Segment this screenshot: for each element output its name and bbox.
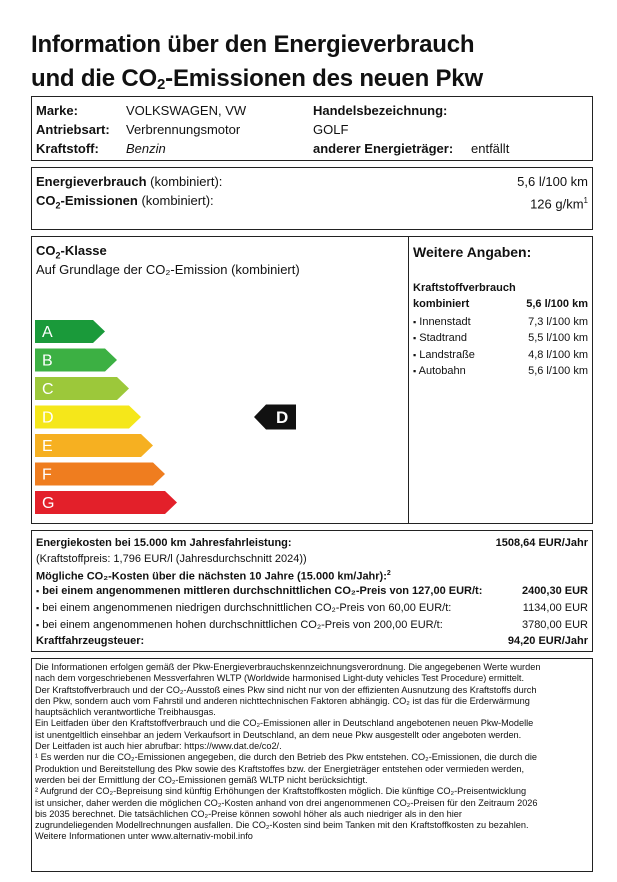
niedrig-label: ▪ bei einem angenommenen niedrigen durchschnittlichen CO₂-Preis von 60,00 EUR/t: bbox=[36, 602, 452, 614]
hoch-label: ▪ bei einem angenommenen hohen durchschnittlichen CO₂-Preis von 200,00 EUR/t: bbox=[36, 619, 443, 631]
footnote-line: Die Informationen erfolgen gemäß der Pkw-Energieverbrauchskennzeichnungsverordnung. Die angegebenen Werte wurden bbox=[35, 662, 541, 672]
co2-class-arrow-d bbox=[35, 406, 141, 429]
mittel-label: ▪ bei einem angenommenen mittleren durchschnittlichen CO₂-Preis von 127,00 EUR/t: bbox=[36, 585, 483, 597]
co2-class-arrow-f bbox=[35, 463, 165, 486]
footnotes-box bbox=[31, 658, 593, 872]
co2-class-arrow-e bbox=[35, 434, 153, 457]
landstrasse-label: ▪ Landstraße bbox=[413, 349, 475, 361]
costs-box bbox=[31, 530, 593, 652]
footnote-line: ist unentgeltlich einsehbar an jedem Verkaufsort in Deutschland, an dem neue Pkw ausgestellt oder angeboten werden. bbox=[35, 729, 522, 740]
landstrasse-value: 4,8 l/100 km bbox=[528, 349, 588, 361]
co2-value: 126 $g/km^1$ bbox=[530, 196, 588, 212]
co2-class-arrow-c bbox=[35, 377, 129, 400]
weitere-heading: Weitere Angaben: bbox=[413, 244, 532, 260]
co2-class-bar-g bbox=[35, 491, 177, 514]
autobahn-value: 5,6 l/100 km bbox=[528, 365, 588, 377]
stadtrand-value: 5,5 l/100 km bbox=[528, 332, 588, 344]
co2-class-arrow-a bbox=[35, 320, 105, 343]
footnote-line: nach dem vorgeschriebenen Messverfahren WLTP (Worldwide harmonised Light-duty vehicles Test Procedure) ermittelt. bbox=[35, 673, 525, 684]
co2-class-arrow-b bbox=[35, 349, 117, 372]
energiekosten-label: Energiekosten bei 15.000 km Jahresfahrleistung: bbox=[36, 537, 292, 549]
anderer-label: anderer Energieträger: bbox=[313, 141, 454, 156]
energie-row: Energieverbrauch (kombiniert): bbox=[36, 174, 223, 189]
steuer-value: 94,20 EUR/Jahr bbox=[507, 635, 588, 647]
antrieb-value: Verbrennungsmotor bbox=[126, 122, 241, 137]
co2-class-letter-c: C bbox=[42, 381, 54, 398]
steuer-label: Kraftfahrzeugsteuer: bbox=[36, 635, 145, 647]
footnote-line: Der Kraftstoffverbrauch und der CO₂-Ausstoß eines Pkw sind nicht nur von der effizienten Ausnutzung des Kraftstoffs durch bbox=[35, 684, 537, 695]
footnote-line: Weitere Informationen unter www.alternativ-mobil.info bbox=[35, 831, 253, 842]
marke-value: VOLKSWAGEN, VW bbox=[126, 103, 247, 118]
co2-class-letter-b: B bbox=[42, 352, 53, 370]
co2-row: $CO_2$-Emissionen (kombiniert): bbox=[36, 193, 214, 211]
current-class-letter: D bbox=[276, 408, 289, 427]
co2-class-heading: $CO_2$-Klasse bbox=[36, 243, 107, 261]
weitere-angaben-box bbox=[408, 236, 593, 524]
kombiniert-value: 5,6 l/100 km bbox=[526, 298, 588, 310]
autobahn-label: ▪ Autobahn bbox=[413, 365, 466, 377]
footnote-line: Produktion und Bereitstellung des Pkw sowie des Kraftstoffes bzw. der Energieträger entstehen oder vermieden werden, bbox=[35, 763, 525, 774]
title-line-2: und die $CO_2$-Emissionen des neuen Pkw bbox=[31, 65, 483, 93]
footnote-line: Der Leitfaden ist auch hier abrufbar: https://www.dat.de/co2/. bbox=[35, 741, 282, 752]
handels-label: Handelsbezeichnung: bbox=[313, 103, 448, 118]
co2-class-letter-a: A bbox=[42, 324, 53, 341]
co2-kosten-label: Mögliche CO₂-Kosten über die nächsten 10 Jahre (15.000 km/Jahr):$^2$ bbox=[36, 570, 391, 583]
co2-class-bar-f bbox=[35, 463, 165, 486]
anderer-value: entfällt bbox=[471, 141, 510, 156]
innenstadt-value: 7,3 l/100 km bbox=[528, 316, 588, 328]
footnote-text bbox=[35, 662, 590, 843]
co2-class-letter-e: E bbox=[42, 438, 53, 455]
footnote-line: hauptsächlich verantwortliche Treibhausgas. bbox=[35, 707, 216, 718]
footnote-line: ¹ Es werden nur die CO₂-Emissionen angegeben, die durch den Betrieb des Pkw entstehen. CO₂-Emissionen, die durch die bbox=[35, 752, 537, 763]
footnote-line: den Pkw, sondern auch vom Fahrstil und anderen nichttechnischen Faktoren abhängig. CO₂ ist das für die Erderwärmung bbox=[35, 695, 530, 706]
niedrig-value: 1134,00 EUR bbox=[522, 602, 588, 614]
kraftstoffverbrauch-label: Kraftstoffverbrauch bbox=[413, 282, 516, 294]
co2-class-bar-e bbox=[35, 434, 153, 457]
footnote-line: Ein Leitfaden über den Kraftstoffverbrauch und die CO₂-Emissionen aller in Deutschland angebotenen neuen Pkw-Modelle bbox=[35, 718, 534, 729]
current-class-indicator bbox=[254, 405, 296, 430]
kraftstoff-value: Benzin bbox=[126, 141, 166, 156]
footnote-line: werden bei der Ermittlung der CO₂-Emissionen gemäß WLTP nicht berücksichtigt. bbox=[35, 774, 368, 785]
mittel-value: 2400,30 EUR bbox=[521, 585, 588, 597]
footnote-line: ist unsicher, daher werden die möglichen CO₂-Kosten anhand von drei angenommenen CO₂-Preisen für den Zeitraum 2026 bbox=[35, 797, 538, 808]
energiekosten-value: 1508,64 EUR/Jahr bbox=[495, 537, 588, 549]
title-line-1: Information über den Energieverbrauch bbox=[31, 31, 475, 58]
co2-class-letter-f: F bbox=[42, 466, 52, 484]
innenstadt-label: ▪ Innenstadt bbox=[413, 316, 471, 328]
hoch-value: 3780,00 EUR bbox=[521, 619, 588, 631]
footnote-line: ² Aufgrund der CO₂-Bepreisung sind künftig Erhöhungen der Kraftstoffkosten möglich. Die künftige CO₂-Preisentwicklung bbox=[35, 786, 527, 797]
footnote-line: bis 2035 berechnet. Die tatsächlichen CO₂-Preise können sowohl höher als auch niedriger als in den hier bbox=[35, 808, 462, 819]
marke-label: Marke: bbox=[36, 103, 78, 118]
co2-class-subheading: Auf Grundlage der CO₂-Emission (kombiniert) bbox=[36, 262, 300, 277]
co2-class-letter-d: D bbox=[42, 409, 54, 427]
kraftstoffpreis-text: (Kraftstoffpreis: 1,796 EUR/l (Jahresdurchschnitt 2024)) bbox=[36, 553, 307, 565]
energie-value: 5,6 l/100 km bbox=[517, 174, 588, 189]
co2-class-arrow-g bbox=[35, 491, 177, 514]
co2-class-letter-g: G bbox=[42, 495, 55, 512]
antrieb-label: Antriebsart: bbox=[36, 122, 110, 137]
footnote-line: zugrundeliegenden Modellrechnungen ausfallen. Die CO₂-Kosten sind beim Tanken mit den Kraftstoffkosten zu bezahlen. bbox=[35, 820, 529, 831]
handels-value: GOLF bbox=[313, 122, 349, 137]
kombiniert-label: kombiniert bbox=[413, 298, 470, 310]
stadtrand-label: ▪ Stadtrand bbox=[413, 332, 467, 344]
kraftstoff-label: Kraftstoff: bbox=[36, 141, 99, 156]
